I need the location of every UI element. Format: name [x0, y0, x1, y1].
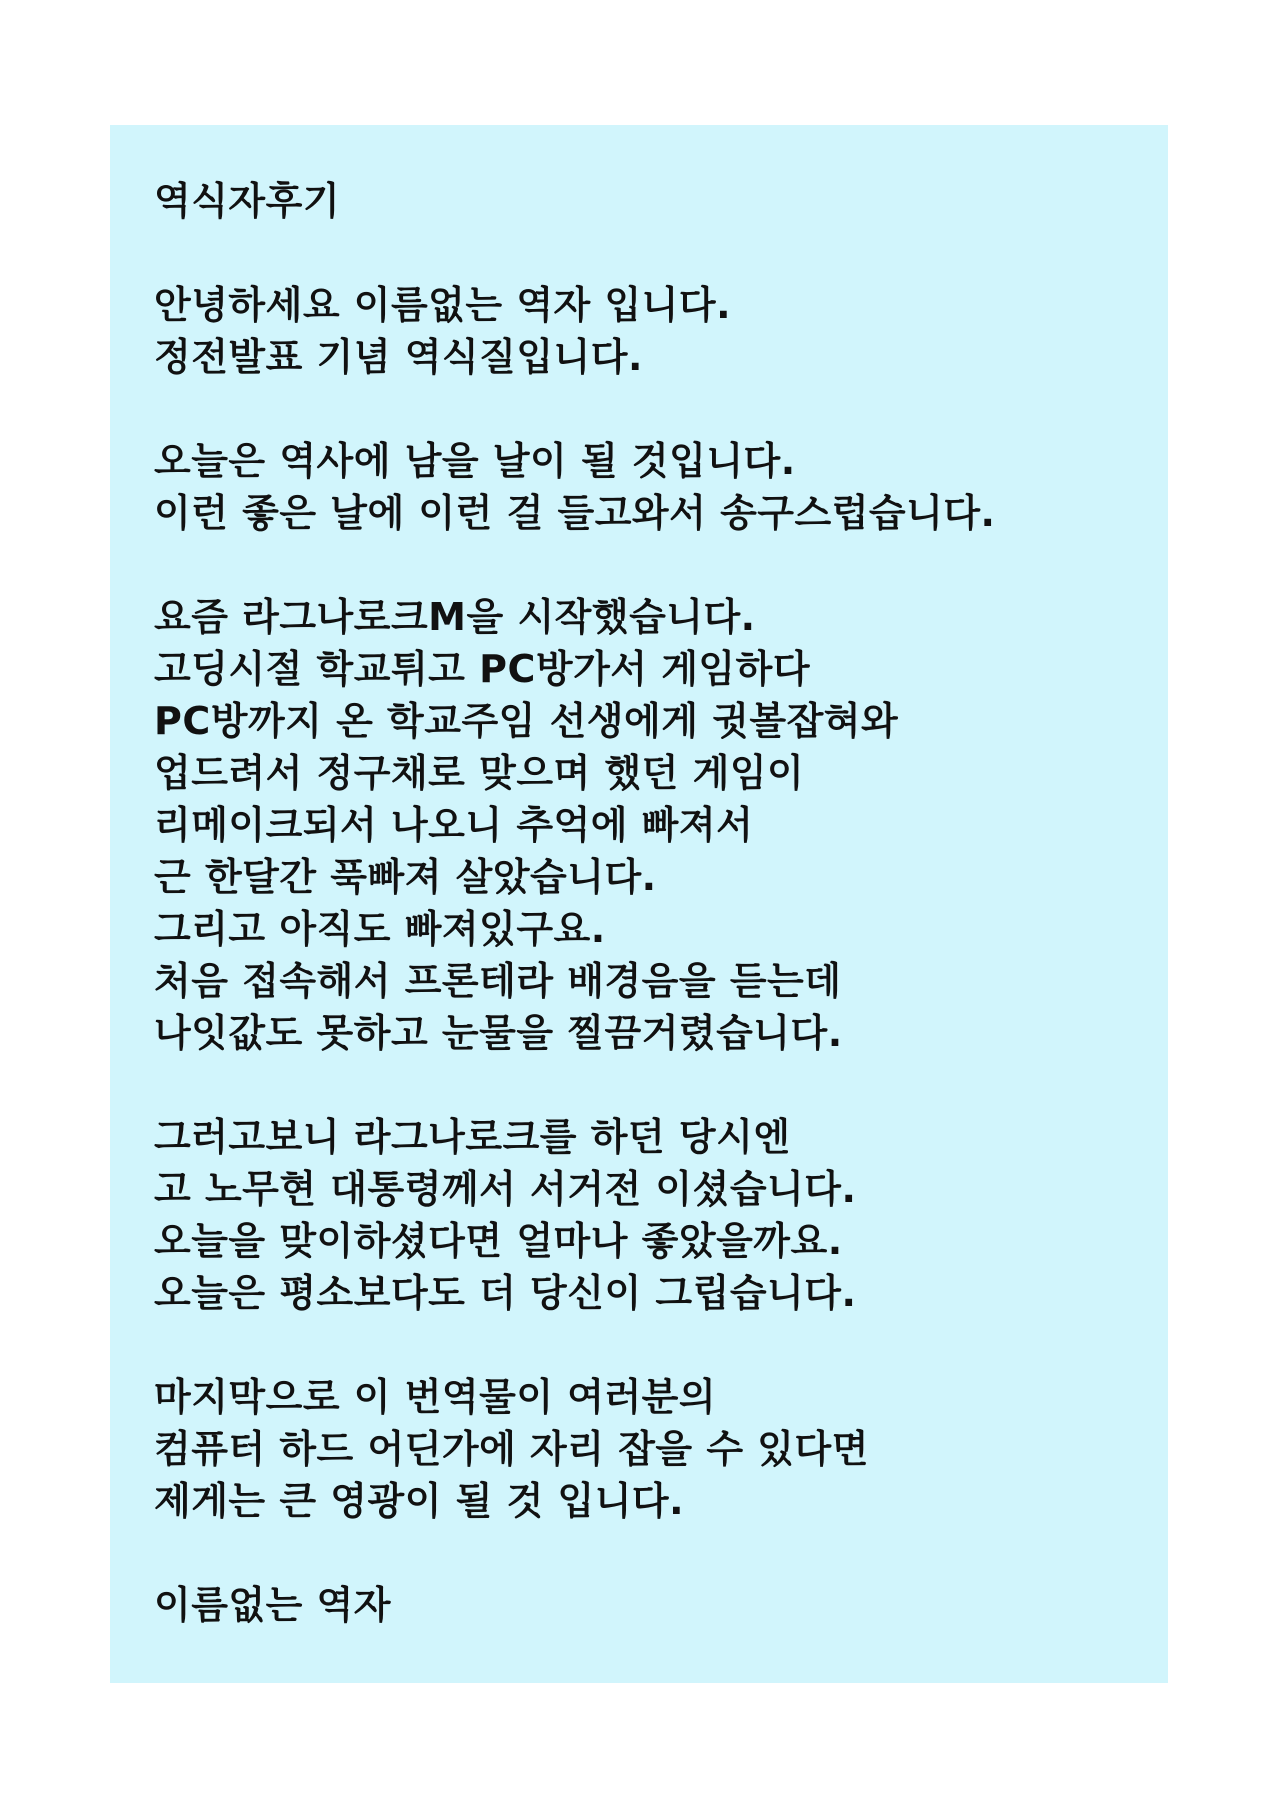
note-line: 마지막으로 이 번역물이 여러분의	[154, 1375, 717, 1419]
note-line: 근 한달간 푹빠져 살았습니다.	[154, 855, 657, 899]
note-line: 처음 접속해서 프론테라 배경음을 듣는데	[154, 959, 842, 1003]
paragraph-greeting	[154, 279, 1168, 383]
note-line: 그리고 아직도 빠져있구요.	[154, 907, 606, 951]
paragraph-gap	[154, 539, 1168, 591]
note-line: 제게는 큰 영광이 될 것 입니다.	[154, 1479, 685, 1523]
paragraph-gap	[154, 1059, 1168, 1111]
note-line: 업드려서 정구채로 맞으며 했던 게임이	[154, 751, 805, 795]
translator-note-text	[154, 175, 1168, 1631]
note-signature: 이름없는 역자	[154, 1583, 391, 1627]
note-line: 이런 좋은 날에 이런 걸 들고와서 송구스럽습니다.	[154, 491, 996, 535]
note-line: 오늘은 평소보다도 더 당신이 그립습니다.	[154, 1271, 857, 1315]
paragraph-gap	[154, 227, 1168, 279]
paragraph-ragnarok	[154, 591, 1168, 1059]
paragraph-memory	[154, 1111, 1168, 1319]
note-title: 역식자후기	[154, 179, 341, 223]
paragraph-today	[154, 435, 1168, 539]
note-line: 요즘 라그나로크M을 시작했습니다.	[154, 595, 756, 639]
note-line: PC방까지 온 학교주임 선생에게 귓볼잡혀와	[154, 699, 899, 743]
note-line: 고 노무현 대통령께서 서거전 이셨습니다.	[154, 1167, 857, 1211]
note-line: 리메이크되서 나오니 추억에 빠져서	[154, 803, 754, 847]
note-line: 오늘을 맞이하셨다면 얼마나 좋았을까요.	[154, 1219, 843, 1263]
note-line: 컴퓨터 하드 어딘가에 자리 잡을 수 있다면	[154, 1427, 869, 1471]
paragraph-gap	[154, 1527, 1168, 1579]
note-line: 정전발표 기념 역식질입니다.	[154, 335, 643, 379]
paragraph-gap	[154, 1319, 1168, 1371]
translator-note-panel	[110, 125, 1168, 1683]
note-line: 나잇값도 못하고 눈물을 찔끔거렸습니다.	[154, 1011, 843, 1055]
note-line: 안녕하세요 이름없는 역자 입니다.	[154, 283, 732, 327]
note-line: 오늘은 역사에 남을 날이 될 것입니다.	[154, 439, 796, 483]
note-line: 고딩시절 학교튀고 PC방가서 게임하다	[154, 647, 811, 691]
paragraph-gap	[154, 383, 1168, 435]
note-line: 그러고보니 라그나로크를 하던 당시엔	[154, 1115, 791, 1159]
paragraph-closing	[154, 1371, 1168, 1527]
